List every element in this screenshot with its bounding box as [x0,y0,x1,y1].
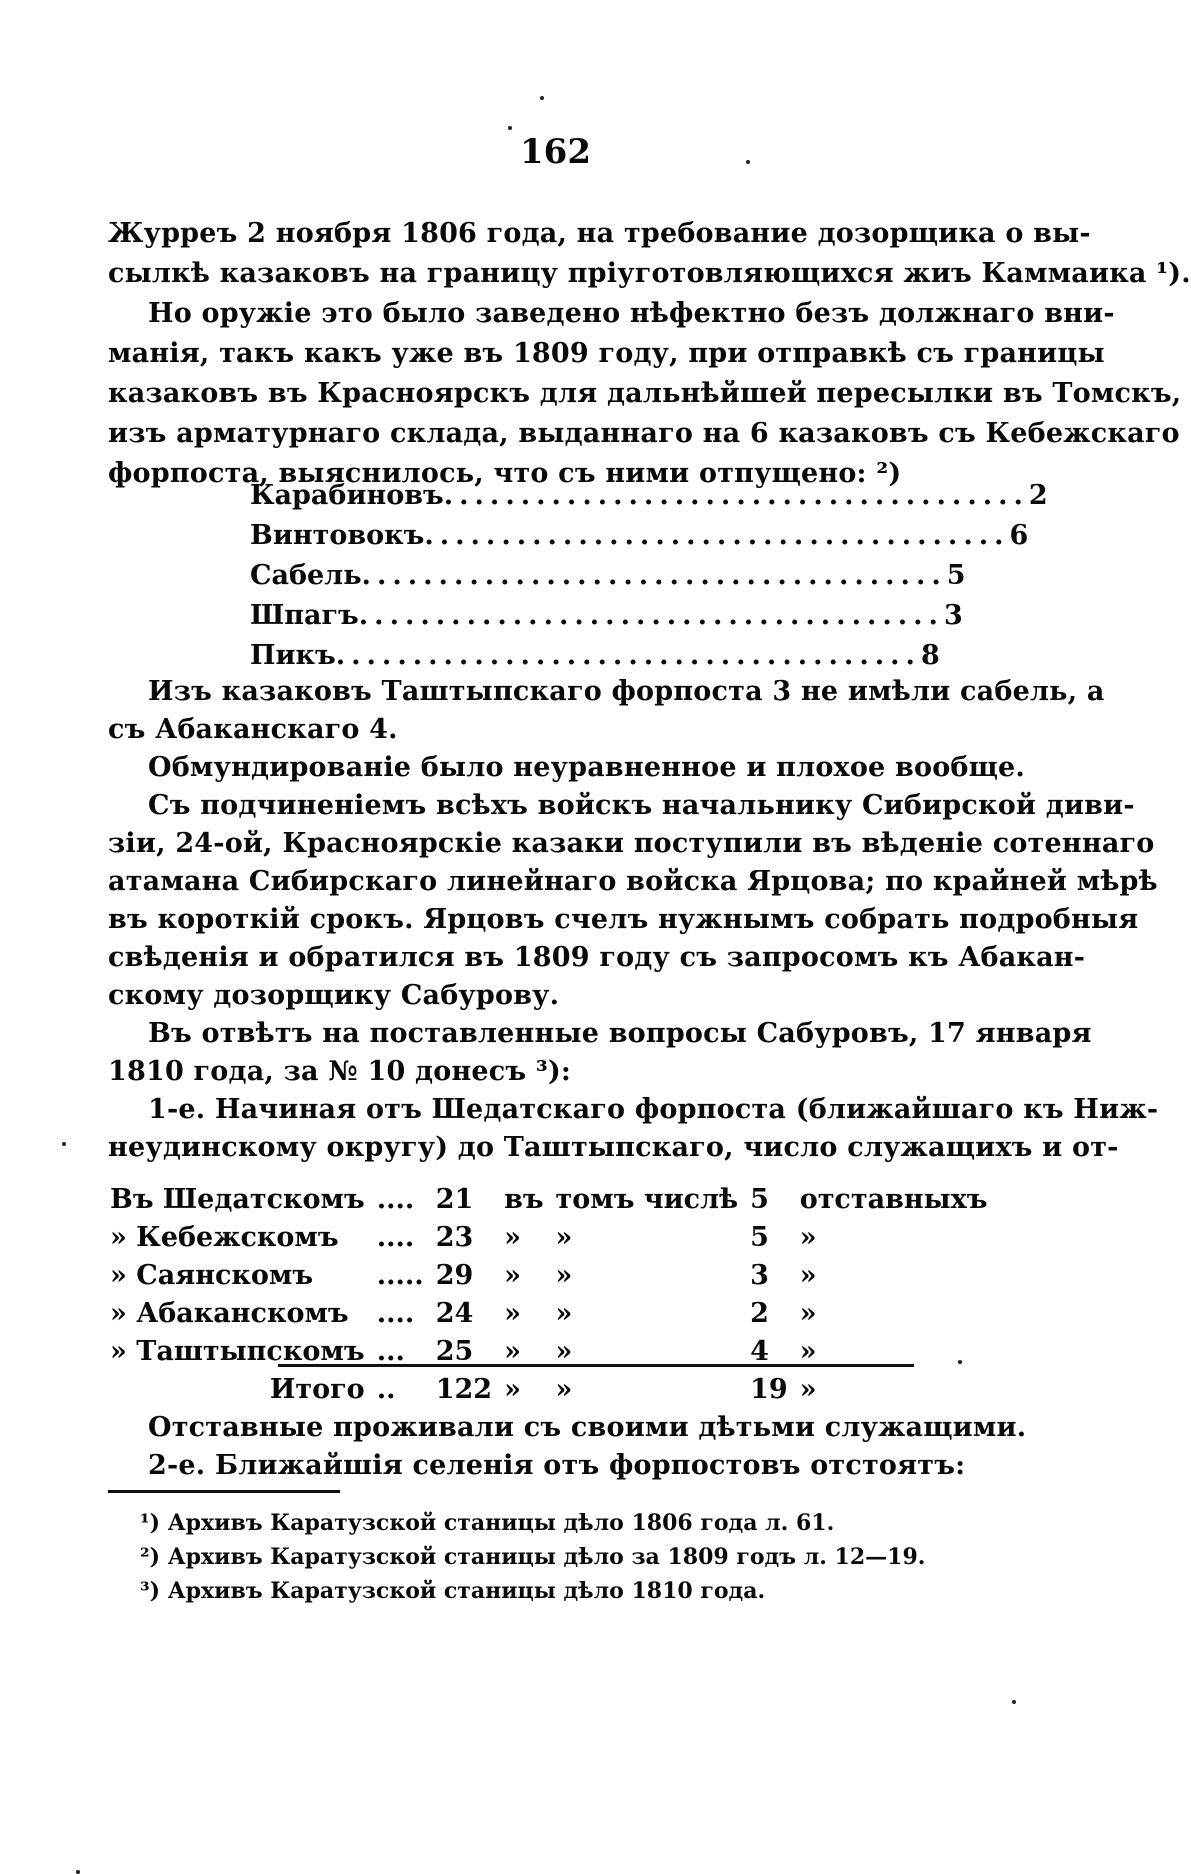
dots-cell: ... [376,1335,405,1367]
weapons-row [250,560,966,600]
ditto-cell: » [799,1373,817,1405]
personnel-table [104,1180,994,1408]
total-cell: 21 [435,1183,474,1215]
dots-cell: .... [376,1183,415,1215]
weapon-count: 6 [1009,520,1029,551]
leader-dots: ...................................... [424,520,1010,551]
table-total-row [104,1370,994,1408]
text-line: 1810 года, за № 10 донесъ ³): [108,1056,572,1087]
footnote: ²) Архивъ Каратузской станицы дѣло за 1809 годъ л. 12—19. [140,1544,926,1570]
ditto-cell: » [504,1335,521,1367]
ditto-cell: » [555,1335,573,1367]
retired-cell: 5 [750,1183,769,1215]
scan-speck [1012,1700,1016,1704]
retired-cell: 5 [750,1221,769,1253]
scan-speck [746,160,750,164]
dots-cell: .... [376,1221,415,1253]
ditto-cell: » [504,1259,521,1291]
place-cell: » Абаканскомъ [110,1297,349,1329]
leader-dots: ...................................... [443,480,1029,511]
retired-cell: 2 [750,1297,769,1329]
dots-cell: ..... [376,1259,424,1291]
ditto-cell: » [504,1373,521,1405]
text-line: изъ арматурнаго склада, выданнаго на 6 казаковъ съ Кебежскаго [108,418,1180,449]
ditto-cell: отставныхъ [799,1183,988,1215]
weapon-label: Винтовокъ [250,520,425,551]
weapons-row [250,640,940,680]
weapons-row [250,520,1029,560]
ditto-cell: » [799,1297,817,1329]
text-line: Въ отвѣтъ на поставленные вопросы Сабуровъ, 17 января [148,1018,1092,1049]
ditto-cell: » [799,1221,817,1253]
footnote: ¹) Архивъ Каратузской станицы дѣло 1806 года л. 61. [140,1510,835,1536]
place-cell: » Таштыпскомъ [110,1335,365,1367]
retired-total-cell: 19 [750,1373,788,1405]
dots-cell: .. [376,1373,396,1405]
scan-speck [508,126,512,130]
total-cell: 29 [435,1259,474,1291]
weapon-count: 3 [943,600,963,631]
ditto-cell: въ [504,1183,544,1215]
weapons-row [250,480,1048,520]
text-line: зіи, 24-ой, Красноярскіе казаки поступили въ вѣденіе сотеннаго [108,828,1155,859]
ditto-cell: » [504,1297,521,1329]
text-line: 1-е. Начиная отъ Шедатскаго форпоста (ближайшаго къ Ниж- [148,1094,1159,1125]
ditto-cell: томъ числѣ [555,1183,739,1215]
text-line: Изъ казаковъ Таштыпскаго форпоста 3 не имѣли сабель, а [148,676,1105,707]
retired-cell: 4 [750,1335,769,1367]
text-line: атамана Сибирскаго линейнаго войска Ярцова; по крайней мѣрѣ [108,866,1158,897]
ditto-cell: » [555,1221,573,1253]
scan-speck [76,1870,80,1874]
table-row [104,1180,994,1218]
weapons-list [250,480,1048,680]
text-line: казаковъ въ Красноярскъ для дальнѣйшей пересылки въ Томскъ, [108,378,1182,409]
text-line: свѣденія и обратился въ 1809 году съ запросомъ къ Абакан- [108,942,1086,973]
place-cell: » Кебежскомъ [110,1221,339,1253]
place-cell: Въ Шедатскомъ [110,1183,365,1215]
total-cell: 23 [435,1221,474,1253]
weapon-label: Шпагъ [250,600,359,631]
leader-dots: ...................................... [358,600,944,631]
text-line: въ короткій срокъ. Ярцовъ счелъ нужнымъ собрать подробныя [108,904,1139,935]
ditto-cell: » [799,1259,817,1291]
table-row [104,1218,994,1256]
table-row [104,1294,994,1332]
weapon-count: 5 [946,560,966,591]
leader-dots: ...................................... [361,560,947,591]
ditto-cell: » [504,1221,521,1253]
ditto-cell: » [799,1335,817,1367]
scan-speck [540,96,544,100]
weapon-label: Карабиновъ [250,480,444,511]
page-number: 162 [520,132,591,172]
weapon-count: 8 [920,640,940,671]
text-line: Журреъ 2 ноября 1806 года, на требование дозорщика о вы- [108,218,1091,249]
grand-total-cell: 122 [435,1373,493,1405]
text-line: Но оружіе это было заведено нѣфектно безъ должнаго вни- [148,298,1115,329]
text-line: манія, такъ какъ уже въ 1809 году, при отправкѣ съ границы [108,338,1105,369]
total-rule [278,1364,914,1367]
place-cell: » Саянскомъ [110,1259,314,1291]
ditto-cell: » [555,1259,573,1291]
text-line: Отставные проживали съ своими дѣтьми служащими. [148,1412,1027,1443]
text-line: Съ подчиненіемъ всѣхъ войскъ начальнику Сибирской диви- [148,790,1135,821]
table-row [104,1256,994,1294]
total-label: Итого [269,1373,365,1405]
leader-dots: ...................................... [335,640,921,671]
text-line: форпоста, выяснилось, что съ ними отпущено: ²) [108,458,902,489]
weapon-label: Сабель [250,560,362,591]
footnote-rule [108,1490,340,1493]
footnote: ³) Архивъ Каратузской станицы дѣло 1810 года. [140,1578,766,1604]
text-line: неудинскому округу) до Таштыпскаго, число служащихъ и от- [108,1132,1119,1163]
text-line: скому дозорщику Сабурову. [108,980,560,1011]
ditto-cell: » [555,1373,573,1405]
weapons-row [250,600,963,640]
scan-speck [958,1360,962,1364]
text-line: съ Абаканскаго 4. [108,714,398,745]
text-line: Обмундированіе было неуравненное и плохое вообще. [148,752,1026,783]
weapon-label: Пикъ [250,640,336,671]
dots-cell: .... [376,1297,415,1329]
weapon-count: 2 [1028,480,1048,511]
text-line: сылкѣ казаковъ на границу пріуготовляющихся жиъ Каммаика ¹). [108,258,1191,289]
retired-cell: 3 [750,1259,769,1291]
ditto-cell: » [555,1297,573,1329]
scan-speck [62,1142,66,1146]
total-cell: 25 [435,1335,474,1367]
total-cell: 24 [435,1297,474,1329]
text-line: 2-е. Ближайшія селенія отъ форпостовъ отстоятъ: [148,1450,966,1481]
